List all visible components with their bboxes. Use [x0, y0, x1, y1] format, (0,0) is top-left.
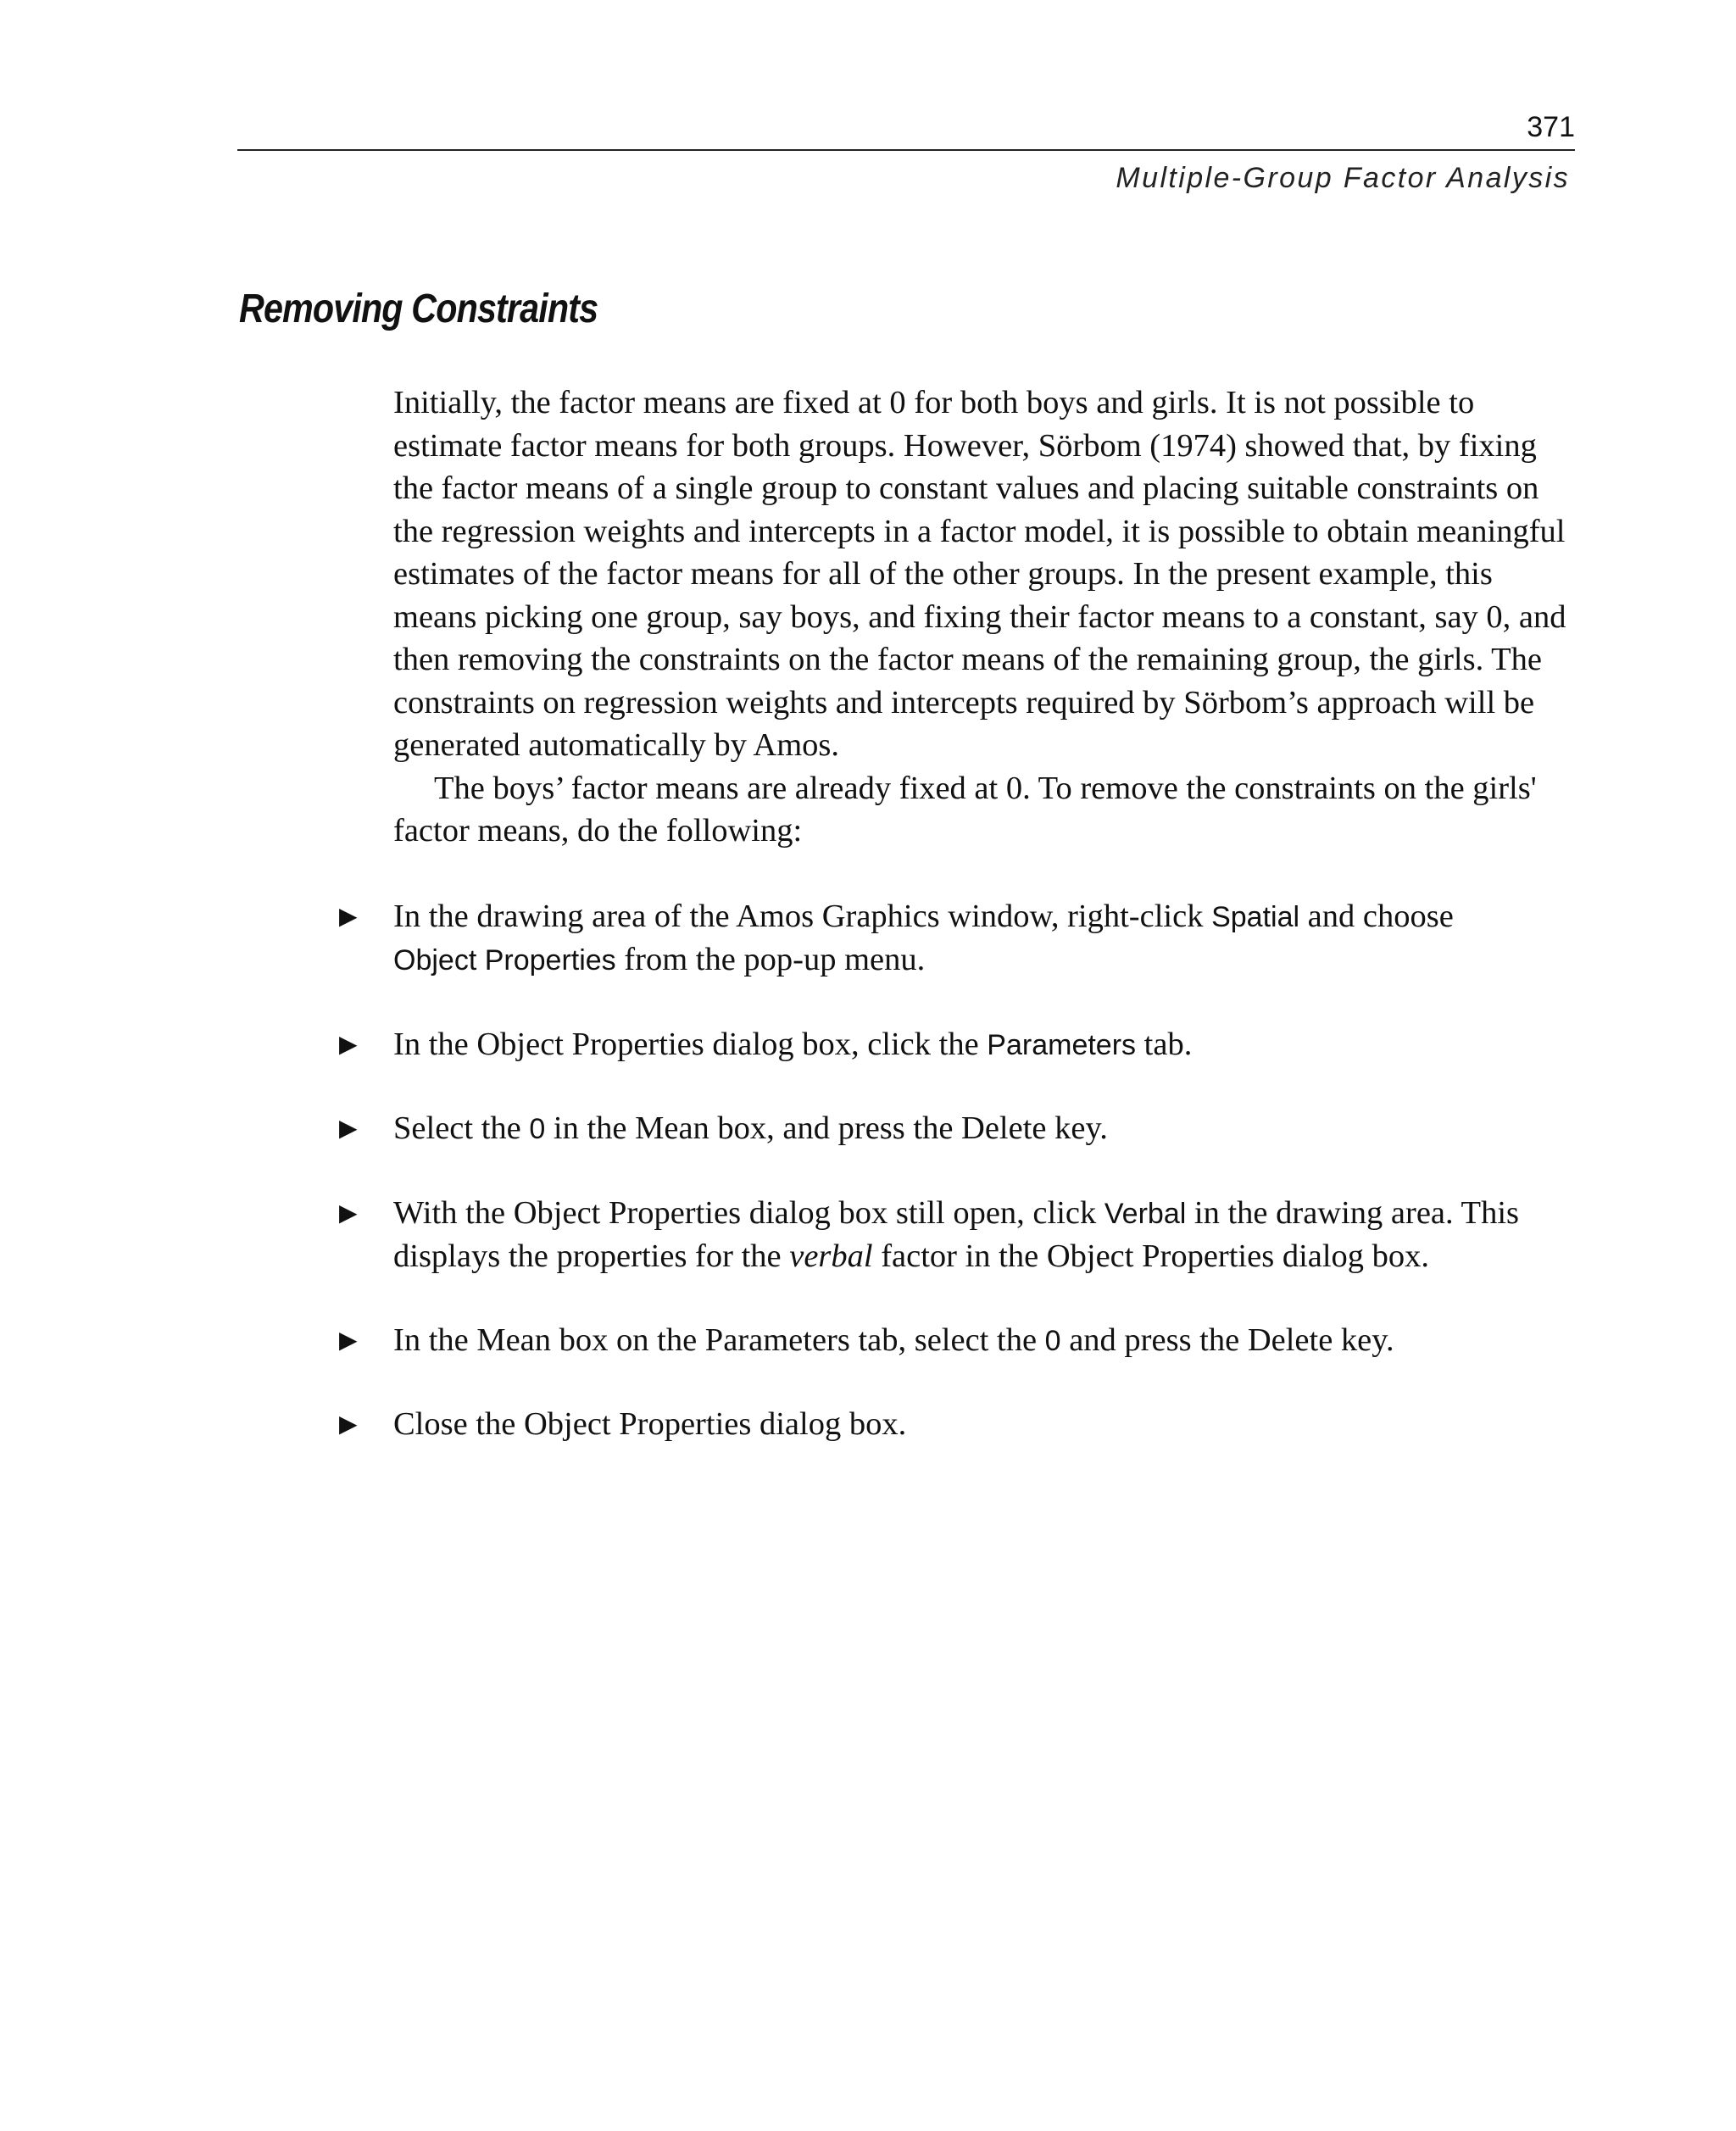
step-text: In the Mean box on the Parameters tab, select the: [393, 1321, 1045, 1358]
step-text: in the Mean box, and press the Delete key.: [545, 1110, 1108, 1146]
step-text: Close the Object Properties dialog box.: [393, 1406, 907, 1442]
step-item-1: [339, 895, 1580, 982]
triangle-bullet-icon: ▶: [339, 1198, 358, 1227]
emphasis-verbal: verbal: [789, 1238, 873, 1274]
step-text: and press the Delete key.: [1060, 1321, 1394, 1358]
step-text: tab.: [1136, 1026, 1193, 1062]
ui-term-zero: 0: [529, 1113, 546, 1145]
step-item-5: [339, 1319, 1580, 1363]
step-item-6: [339, 1403, 1580, 1446]
step-text: from the pop-up menu.: [615, 942, 926, 977]
step-item-3: [339, 1107, 1580, 1151]
ui-term-object-properties: Object Properties: [393, 944, 616, 976]
triangle-bullet-icon: ▶: [339, 1114, 358, 1142]
step-item-4: [339, 1192, 1580, 1278]
ui-term-parameters: Parameters: [987, 1028, 1137, 1061]
ui-term-spatial: Spatial: [1211, 900, 1300, 933]
body-text: [339, 381, 1580, 1487]
triangle-bullet-icon: ▶: [339, 1325, 358, 1354]
step-text: factor in the Object Properties dialog box.: [872, 1238, 1430, 1274]
triangle-bullet-icon: ▶: [339, 901, 358, 930]
step-text: In the drawing area of the Amos Graphics window, right-click: [393, 898, 1212, 934]
step-text: Select the: [393, 1110, 530, 1146]
page-number: 371: [1527, 111, 1575, 143]
step-text: In the Object Properties dialog box, click the: [393, 1026, 988, 1062]
triangle-bullet-icon: ▶: [339, 1410, 358, 1438]
ui-term-verbal: Verbal: [1104, 1197, 1187, 1230]
intro-paragraph-2: The boys’ factor means are already fixed at 0. To remove the constraints on the girls' factor means, do the following:: [393, 770, 1537, 849]
triangle-bullet-icon: ▶: [339, 1029, 358, 1058]
ui-term-zero: 0: [1044, 1324, 1061, 1357]
step-text: and choose: [1299, 898, 1454, 934]
step-text: in the drawing area. This displays the properties for the: [393, 1194, 1520, 1274]
section-title: Removing Constraints: [239, 287, 598, 331]
step-list: [339, 895, 1580, 1446]
intro-paragraph: Initially, the factor means are fixed at 0 for both boys and girls. It is not possible to estimate factor means for both groups. However, Sörbom (1974) showed that, by fixing the factor means of a single group to constant values and placing suitable constraints on the regression weights and intercepts in a factor model, it is possible to obtain meaningful estimates of the factor means for all of the other groups. In the present example, this means picking one group, say boys, and fixing their factor means to a constant, say 0, and then removing the constraints on the factor means of the remaining group, the girls. The constraints on regression weights and intercepts required by Sörbom’s approach will be generated automatically by Amos.: [393, 385, 1566, 763]
running-head: Multiple-Group Factor Analysis: [1116, 162, 1570, 194]
step-item-2: [339, 1023, 1580, 1067]
step-text: With the Object Properties dialog box still open, click: [393, 1194, 1104, 1231]
header-rule: [237, 149, 1575, 151]
